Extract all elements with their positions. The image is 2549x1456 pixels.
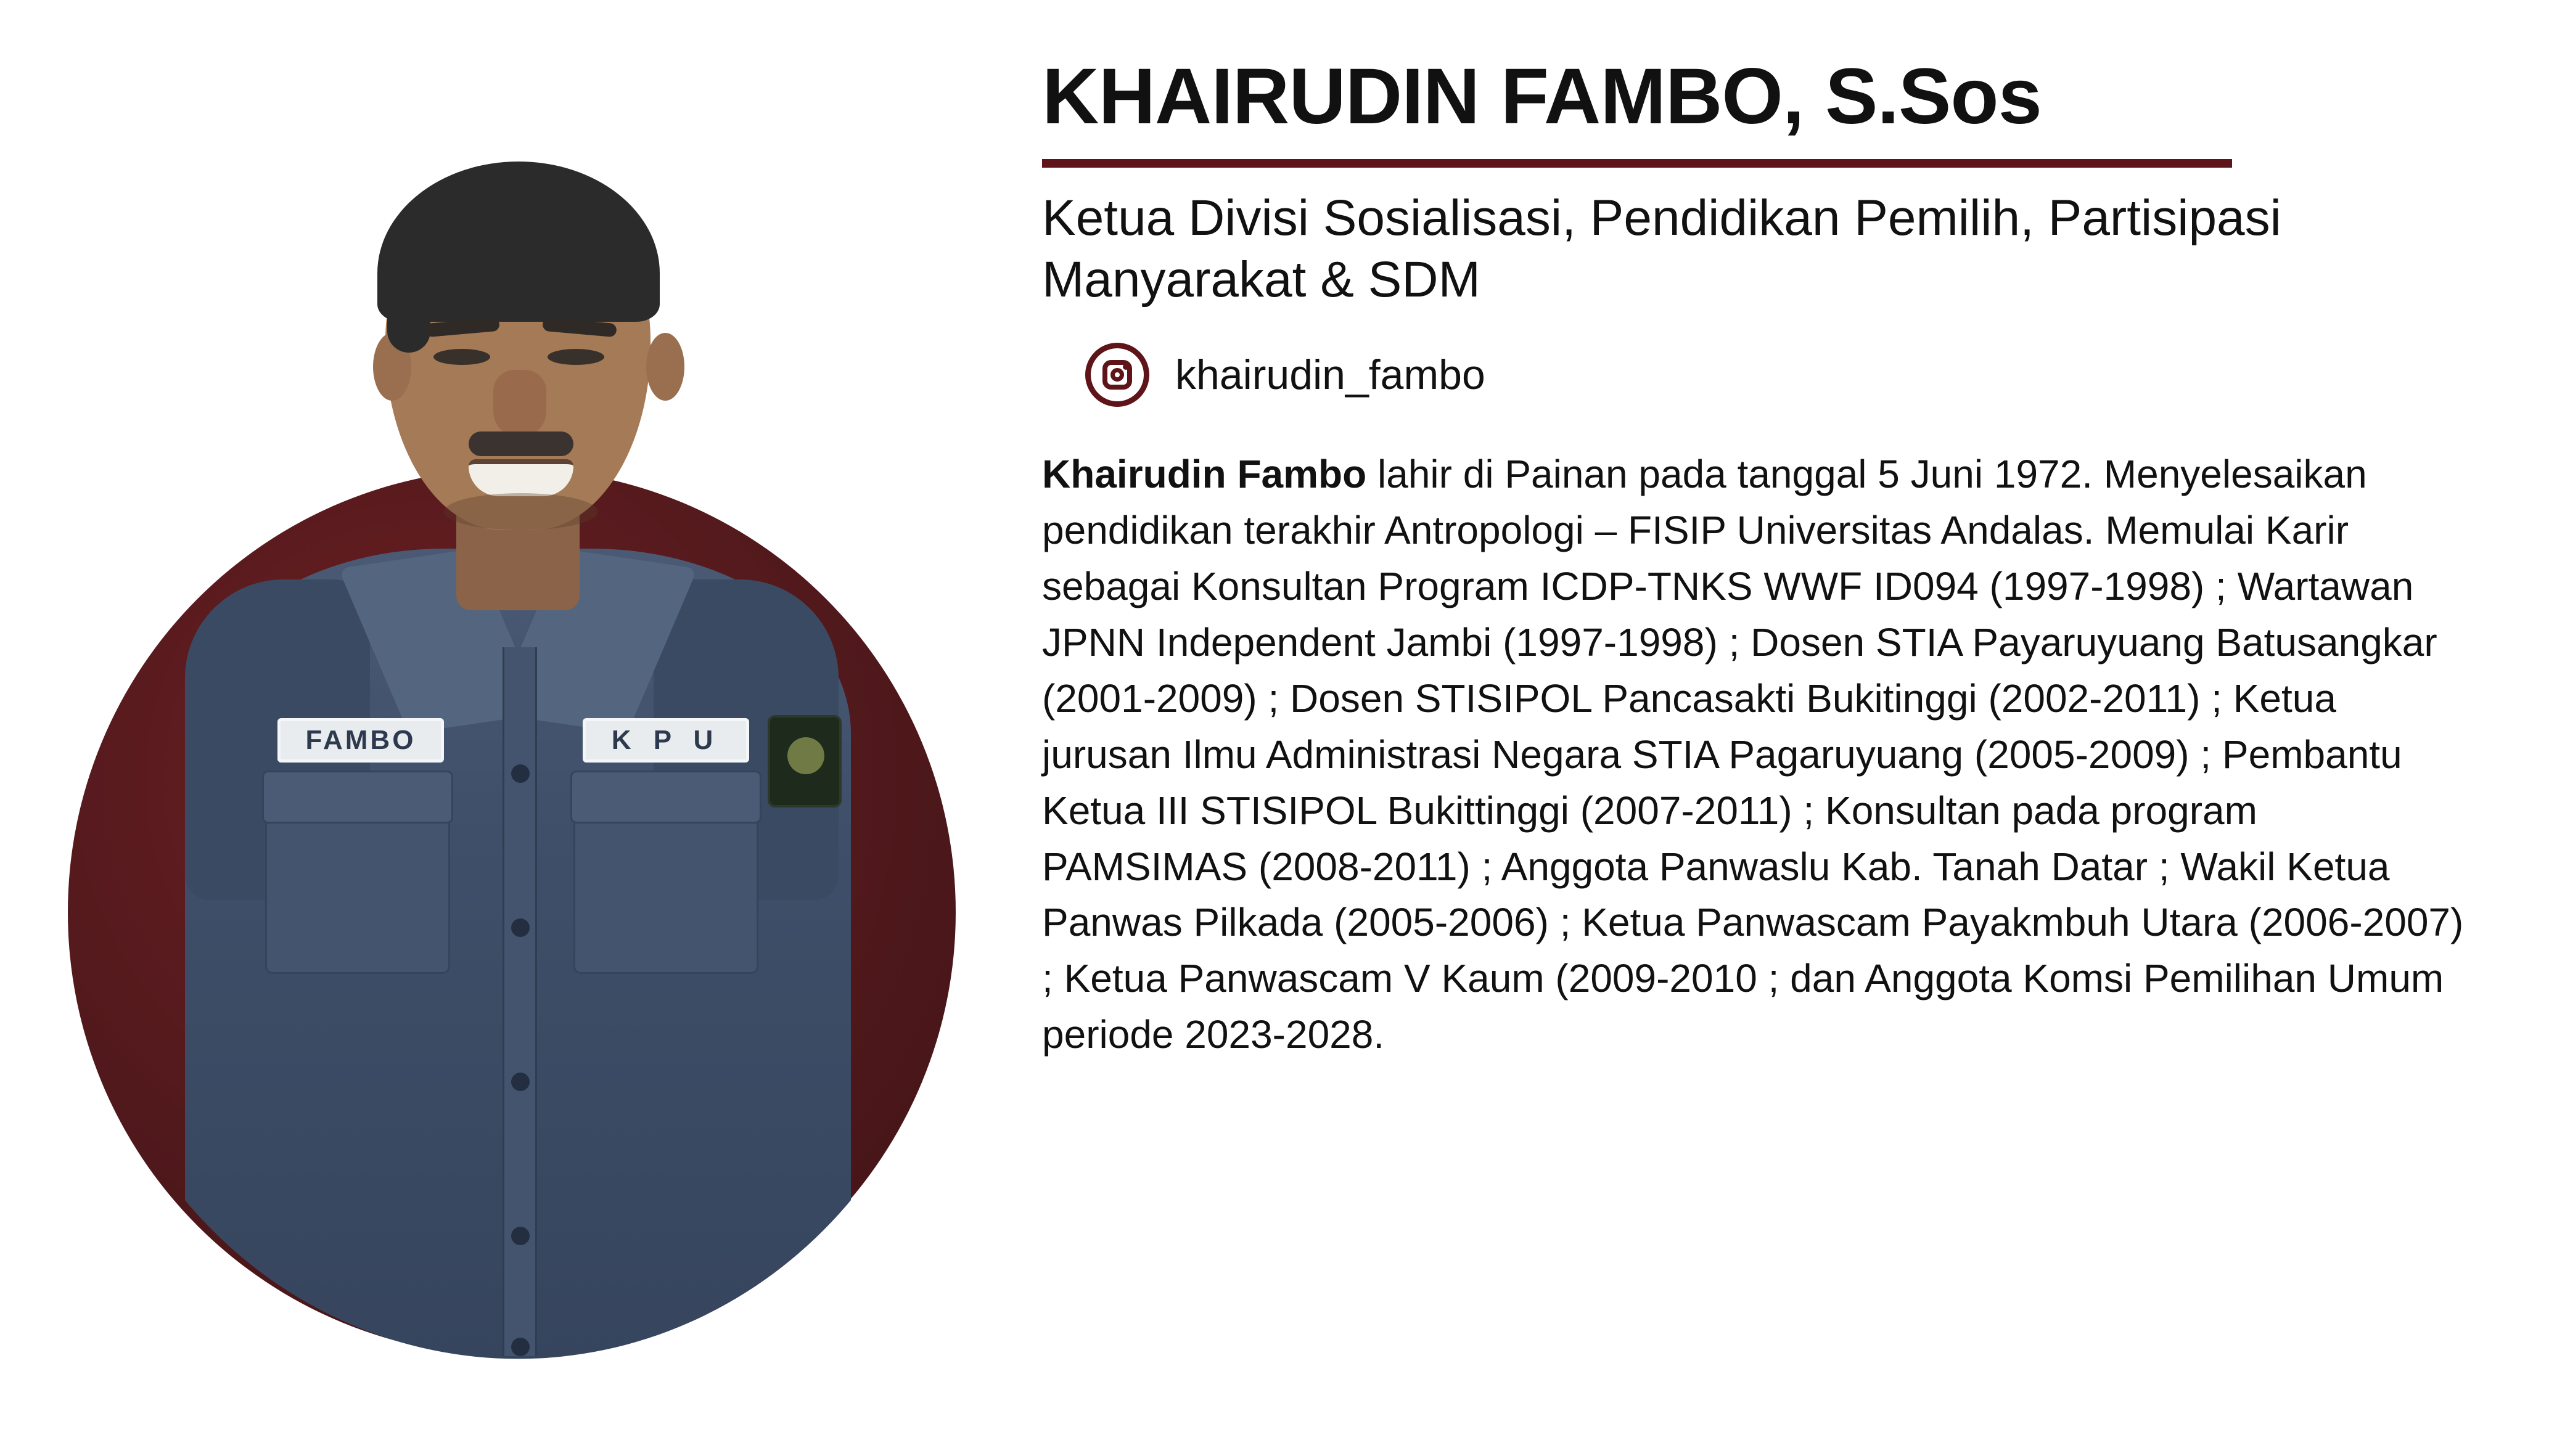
moustache: [469, 431, 573, 456]
uniform-button: [511, 918, 530, 937]
uniform-org-tag: K P U: [583, 718, 749, 763]
biography-lead-name: Khairudin Fambo: [1042, 452, 1367, 497]
uniform-button: [511, 1338, 530, 1356]
portrait-column: [0, 0, 1011, 1456]
page-title: KHAIRUDIN FAMBO, S.Sos: [1042, 52, 2042, 141]
uniform-placket: [503, 647, 537, 1356]
biography-body: lahir di Painan pada tanggal 5 Juni 1972. Menyelesaikan pendidikan terakhir Antropologi – FISIP Universitas Andalas. Memulai Karir sebagai Konsultan Program ICDP-TNKS WWF ID094 (1997-1998) ; Wartawan JPNN Independent Jambi (1997-1998) ; Dosen STIA Payaruyuang Batusangkar (2001-2009) ; Dosen STISIPOL Pancasakti Bukitinggi (2002-2011) ; Ketua jurusan Ilmu Administrasi Negara STIA Pagaruyuang (2005-2009) ; Pembantu Ketua III STISIPOL Bukittinggi (2007-2011) ; Konsultan pada program PAMSIMAS (2008-2011) ; Anggota Panwaslu Kab. Tanah Datar ; Wakil Ketua Panwas Pilkada (2005-2006) ; Ketua Panwascam Payakmbuh Utara (2006-2007) ; Ketua Panwascam V Kaum (2009-2010 ; dan Anggota Komsi Pemilihan Umum periode 2023-2028.: [1042, 452, 2464, 1057]
uniform-name-tag: FAMBO: [277, 718, 444, 763]
eye-left: [433, 349, 490, 365]
ear-right: [646, 333, 684, 401]
title-divider: [1042, 159, 2232, 168]
chin-shadow: [444, 493, 598, 530]
instagram-icon: [1085, 343, 1149, 407]
uniform-button: [511, 764, 530, 783]
biography-text: [1042, 446, 2473, 1063]
uniform-button: [511, 1073, 530, 1091]
uniform-badge-icon: [768, 715, 842, 808]
uniform-pocket-flap-left: [262, 771, 453, 824]
role-subtitle: Ketua Divisi Sosialisasi, Pendidikan Pemilih, Partisipasi Manyarakat & SDM: [1042, 190, 2281, 308]
mouth: [469, 459, 573, 496]
portrait-photo: [0, 0, 1011, 1456]
uniform-button: [511, 1227, 530, 1245]
instagram-link[interactable]: [1085, 343, 2475, 407]
hair: [377, 162, 660, 322]
uniform-pocket-flap-right: [570, 771, 761, 824]
content-column: [1011, 0, 2549, 1456]
instagram-handle: khairudin_fambo: [1175, 351, 1485, 399]
eye-right: [548, 349, 604, 365]
nose: [493, 370, 546, 438]
